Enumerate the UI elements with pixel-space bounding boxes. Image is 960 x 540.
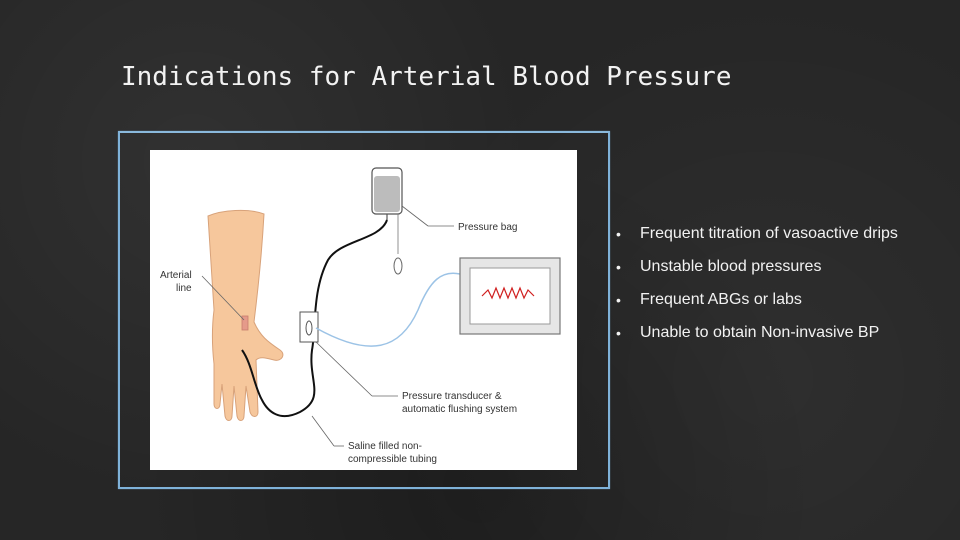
arterial-line-label: Arterial [160,270,192,281]
bullet-marker: • [616,292,621,308]
list-item-text: Unstable blood pressures [640,258,822,275]
list-item-text: Frequent ABGs or labs [640,291,802,308]
arm-illustration [208,210,283,420]
bullet-marker: • [616,226,621,242]
bullet-marker: • [616,259,621,275]
arterial-line-label-2: line [176,283,192,294]
tubing-label: Saline filled non- [348,441,422,452]
pressure-bag-label: Pressure bag [458,222,518,233]
list-item [616,255,898,288]
indications-list [616,222,898,354]
slide-title: Indications for Arterial Blood Pressure [121,62,732,92]
transducer-icon [300,312,318,342]
list-item [616,222,898,255]
tubing-label-2: compressible tubing [348,454,437,465]
bullet-marker: • [616,325,621,341]
list-item-text: Unable to obtain Non-invasive BP [640,324,880,341]
list-item-text: Frequent titration of vasoactive drips [640,225,898,242]
arterial-line-diagram [150,150,577,470]
list-item [616,321,898,354]
list-item [616,288,898,321]
transducer-label-2: automatic flushing system [402,404,518,415]
transducer-label: Pressure transducer & [402,391,502,402]
